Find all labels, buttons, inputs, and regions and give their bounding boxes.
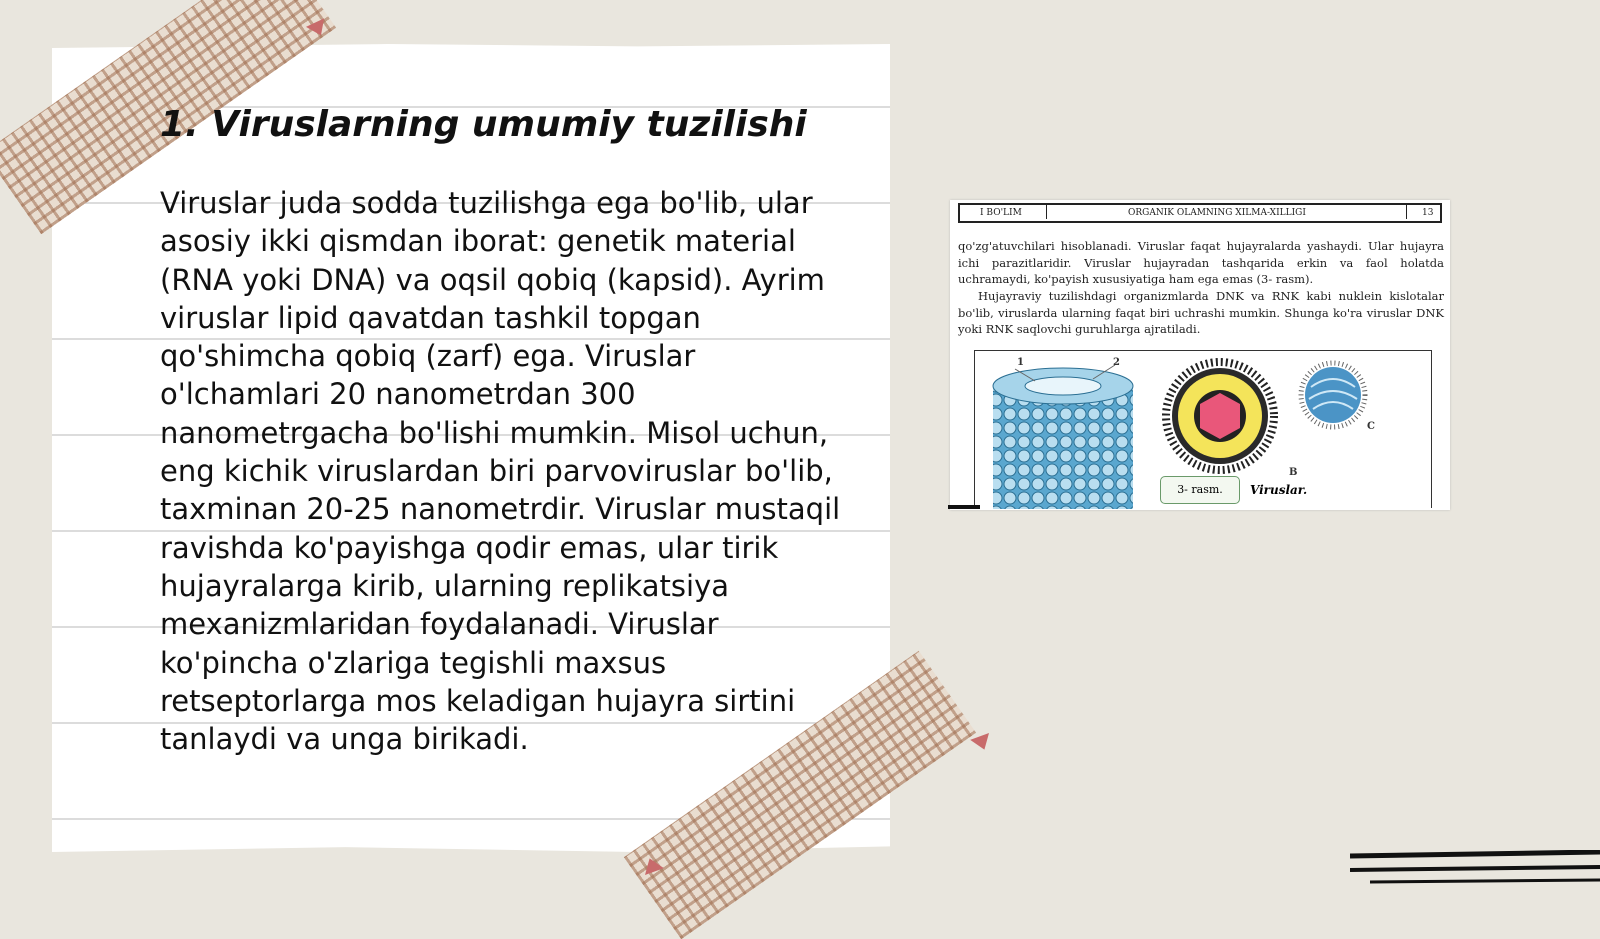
decorative-brush-lines [1350,850,1600,890]
figure-paragraph-1: qo'zg'atuvchilari hisoblanadi. Viruslar faqat hujayralarda yashaydi. Ular hujayra ichi parazitlaridir. Viruslar hujayradan tashqarida erkin va faol holatda uchramaydi, ko'payish xususiyatiga ham ega emas (3- rasm). [958,239,1444,286]
figure-caption-number: 3- rasm. [1160,476,1240,504]
slide-heading: 1. Viruslarning umumiy tuzilishi [160,104,807,145]
figure-paragraph-2: Hujayraviy tuzilishdagi organizmlarda DNK va RNK kabi nuklein kislotalar bo'lib, viruslarda ularning faqat biri uchrashi mumkin. Shunga ko'ra viruslar DNK yoki RNK saqlovchi guruhlarga ajratiladi. [958,289,1444,336]
virus-c-small [1301,363,1365,427]
virus-label-c: C [1367,421,1375,432]
figure-header [958,203,1442,223]
figure-header-left: I BO'LIM [980,208,1022,218]
figure-caption-title: Viruslar. [1250,483,1308,497]
virus-b-enveloped [1166,362,1274,470]
virus-a-capsid [993,365,1133,509]
textbook-figure [950,200,1450,510]
virus-part-label-2: 2 [1113,357,1120,368]
figure-header-right: 13 [1422,208,1434,218]
figure-header-center: ORGANIK OLAMNING XILMA-XILLIGI [1128,208,1306,218]
figure-rule [948,505,980,509]
virus-part-label-1: 1 [1017,357,1024,368]
tape-pin-bottom-right [970,733,994,753]
virus-label-b: B [1289,467,1298,478]
body-paragraph: Viruslar juda sodda tuzilishga ega bo'lib, ular asosiy ikki qismdan iborat: genetik material (RNA yoki DNA) va oqsil qobiq (kapsid). Ayrim viruslar lipid qavatdan tashkil topgan qo'shimcha qobiq (zarf) ega. Viruslar o'lchamlari 20 nanometrdan 300 nanometrgacha bo'lishi mumkin. Misol uchun, eng kichik viruslardan biri parvoviruslar bo'lib, taxminan 20-25 nanometrdir. Viruslar mustaqil ravishda ko'payishga qodir emas, ular tirik hujayralarga kirib, ularning replikatsiya mexanizmlaridan foydalanadi. Viruslar ko'pincha o'zlariga tegishli maxsus retseptorlarga mos keladigan hujayra sirtini tanlaydi va unga birikadi. [160,186,841,757]
